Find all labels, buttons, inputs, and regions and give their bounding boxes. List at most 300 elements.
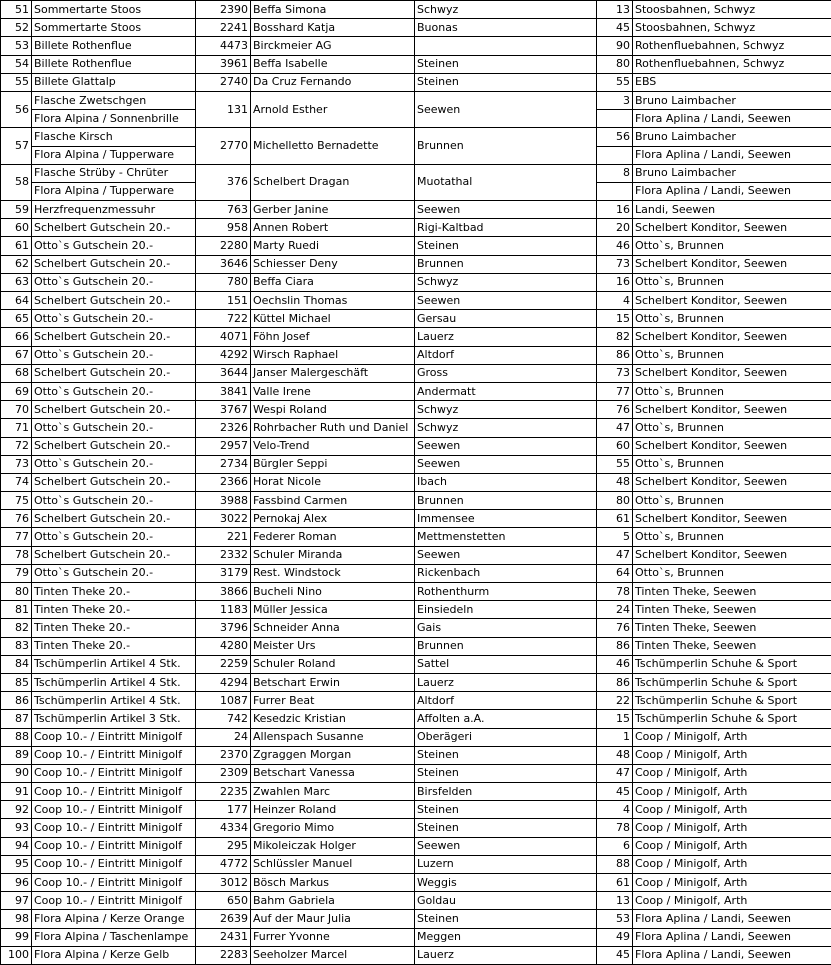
donor-quantity: 5 — [597, 528, 633, 546]
winner-name: Janser Malergeschäft — [251, 364, 415, 382]
donor-name: Schelbert Konditor, Seewen — [633, 255, 831, 273]
winner-place: Seewen — [415, 837, 597, 855]
table-row — [1, 601, 831, 619]
winner-place: Altdorf — [415, 346, 597, 364]
winner-place: Muotathal — [415, 164, 597, 200]
winner-place: Gross — [415, 364, 597, 382]
winner-place: Seewen — [415, 437, 597, 455]
donor-name: Tinten Theke, Seewen — [633, 583, 831, 601]
donor-name: Bruno Laimbacher — [633, 164, 831, 182]
row-number: 95 — [1, 855, 32, 873]
donor-name: Otto`s, Brunnen — [633, 528, 831, 546]
donor-quantity: 78 — [597, 819, 633, 837]
donor-quantity: 22 — [597, 692, 633, 710]
ticket-number: 3796 — [196, 619, 251, 637]
winner-name: Bürgler Seppi — [251, 455, 415, 473]
row-number: 100 — [1, 946, 32, 964]
winner-place: Affolten a.A. — [415, 710, 597, 728]
donor-quantity: 77 — [597, 382, 633, 400]
winner-name: Rohrbacher Ruth und Daniel — [251, 419, 415, 437]
table-row — [1, 637, 831, 655]
row-number: 52 — [1, 19, 32, 37]
row-number: 78 — [1, 546, 32, 564]
donor-name: Tinten Theke, Seewen — [633, 619, 831, 637]
donor-quantity: 47 — [597, 764, 633, 782]
row-number: 73 — [1, 455, 32, 473]
winner-name: Schelbert Dragan — [251, 164, 415, 200]
winner-name: Beffa Isabelle — [251, 55, 415, 73]
winner-place: Einsiedeln — [415, 601, 597, 619]
winner-name: Wirsch Raphael — [251, 346, 415, 364]
row-number: 87 — [1, 710, 32, 728]
donor-name: Otto`s, Brunnen — [633, 273, 831, 291]
prize-item: Coop 10.- / Eintritt Minigolf — [32, 855, 196, 873]
prize-item: Billete Glattalp — [32, 73, 196, 91]
ticket-number: 742 — [196, 710, 251, 728]
table-row — [1, 128, 831, 146]
table-row — [1, 764, 831, 782]
donor-quantity: 1 — [597, 728, 633, 746]
ticket-number: 2770 — [196, 128, 251, 164]
ticket-number: 2332 — [196, 546, 251, 564]
winner-place: Schwyz — [415, 419, 597, 437]
row-number: 56 — [1, 91, 32, 127]
table-row — [1, 310, 831, 328]
ticket-number: 4292 — [196, 346, 251, 364]
table-row — [1, 874, 831, 892]
winner-name: Federer Roman — [251, 528, 415, 546]
ticket-number: 2235 — [196, 783, 251, 801]
prize-item: Otto`s Gutschein 20.- — [32, 419, 196, 437]
prize-item: Schelbert Gutschein 20.- — [32, 473, 196, 491]
prize-item: Otto`s Gutschein 20.- — [32, 492, 196, 510]
winner-name: Gerber Janine — [251, 201, 415, 219]
prize-item: Sommertarte Stoos — [32, 19, 196, 37]
winner-name: Beffa Ciara — [251, 273, 415, 291]
winner-place: Gais — [415, 619, 597, 637]
table-row — [1, 746, 831, 764]
winner-name: Betschart Erwin — [251, 673, 415, 691]
donor-quantity: 60 — [597, 437, 633, 455]
table-row — [1, 273, 831, 291]
donor-quantity: 78 — [597, 583, 633, 601]
prize-item: Coop 10.- / Eintritt Minigolf — [32, 837, 196, 855]
prize-item: Coop 10.- / Eintritt Minigolf — [32, 783, 196, 801]
table-row — [1, 328, 831, 346]
prize-item: Flora Alpina / Tupperware — [32, 146, 196, 164]
table-row — [1, 455, 831, 473]
winner-name: Michelletto Bernadette — [251, 128, 415, 164]
ticket-number: 4280 — [196, 637, 251, 655]
row-number: 72 — [1, 437, 32, 455]
winner-place: Rickenbach — [415, 564, 597, 582]
prize-item: Otto`s Gutschein 20.- — [32, 382, 196, 400]
table-row — [1, 237, 831, 255]
donor-quantity: 45 — [597, 783, 633, 801]
ticket-number: 4071 — [196, 328, 251, 346]
winner-place: Goldau — [415, 892, 597, 910]
prize-item: Schelbert Gutschein 20.- — [32, 510, 196, 528]
winner-place: Meggen — [415, 928, 597, 946]
table-row — [1, 255, 831, 273]
donor-quantity: 55 — [597, 455, 633, 473]
winner-place: Rothenthurm — [415, 583, 597, 601]
donor-name: Otto`s, Brunnen — [633, 564, 831, 582]
row-number: 96 — [1, 874, 32, 892]
donor-quantity: 4 — [597, 801, 633, 819]
row-number: 54 — [1, 55, 32, 73]
winner-place: Schwyz — [415, 1, 597, 19]
winner-name: Da Cruz Fernando — [251, 73, 415, 91]
table-row — [1, 346, 831, 364]
prize-item: Coop 10.- / Eintritt Minigolf — [32, 801, 196, 819]
winner-place: Altdorf — [415, 692, 597, 710]
ticket-number: 24 — [196, 728, 251, 746]
donor-quantity: 90 — [597, 37, 633, 55]
donor-quantity: 86 — [597, 637, 633, 655]
table-row — [1, 655, 831, 673]
ticket-number: 2366 — [196, 473, 251, 491]
winner-place: Steinen — [415, 73, 597, 91]
donor-quantity: 45 — [597, 19, 633, 37]
winner-name: Wespi Roland — [251, 401, 415, 419]
ticket-number: 3179 — [196, 564, 251, 582]
winner-place: Immensee — [415, 510, 597, 528]
row-number: 80 — [1, 583, 32, 601]
winner-place: Seewen — [415, 91, 597, 127]
donor-name: Tinten Theke, Seewen — [633, 637, 831, 655]
donor-name: Otto`s, Brunnen — [633, 455, 831, 473]
table-row — [1, 401, 831, 419]
row-number: 85 — [1, 673, 32, 691]
donor-quantity: 6 — [597, 837, 633, 855]
donor-name: Flora Aplina / Landi, Seewen — [633, 110, 831, 128]
winner-place: Steinen — [415, 746, 597, 764]
donor-quantity: 13 — [597, 1, 633, 19]
donor-quantity — [597, 146, 633, 164]
prize-item: Coop 10.- / Eintritt Minigolf — [32, 746, 196, 764]
row-number: 67 — [1, 346, 32, 364]
winner-place: Seewen — [415, 201, 597, 219]
donor-quantity: 4 — [597, 292, 633, 310]
ticket-number: 2639 — [196, 910, 251, 928]
donor-name: Flora Aplina / Landi, Seewen — [633, 182, 831, 200]
donor-name: Flora Aplina / Landi, Seewen — [633, 146, 831, 164]
donor-name: Otto`s, Brunnen — [633, 310, 831, 328]
donor-quantity: 61 — [597, 874, 633, 892]
row-number: 53 — [1, 37, 32, 55]
row-number: 93 — [1, 819, 32, 837]
table-row — [1, 564, 831, 582]
table-row — [1, 164, 831, 182]
winner-name: Valle Irene — [251, 382, 415, 400]
winner-name: Furrer Beat — [251, 692, 415, 710]
row-number: 81 — [1, 601, 32, 619]
ticket-number: 763 — [196, 201, 251, 219]
donor-quantity: 55 — [597, 73, 633, 91]
ticket-number: 2740 — [196, 73, 251, 91]
row-number: 66 — [1, 328, 32, 346]
donor-quantity: 47 — [597, 419, 633, 437]
prize-item: Otto`s Gutschein 20.- — [32, 237, 196, 255]
donor-quantity: 86 — [597, 673, 633, 691]
winner-name: Oechslin Thomas — [251, 292, 415, 310]
winner-place: Andermatt — [415, 382, 597, 400]
donor-name: Coop / Minigolf, Arth — [633, 874, 831, 892]
donor-quantity: 80 — [597, 55, 633, 73]
row-number: 86 — [1, 692, 32, 710]
donor-name: Otto`s, Brunnen — [633, 382, 831, 400]
prize-item: Billete Rothenflue — [32, 37, 196, 55]
winner-place: Steinen — [415, 819, 597, 837]
donor-name: Coop / Minigolf, Arth — [633, 855, 831, 873]
table-row — [1, 583, 831, 601]
donor-quantity: 82 — [597, 328, 633, 346]
prize-item: Schelbert Gutschein 20.- — [32, 437, 196, 455]
donor-name: Schelbert Konditor, Seewen — [633, 292, 831, 310]
table-row — [1, 55, 831, 73]
prize-item: Flora Alpina / Kerze Orange — [32, 910, 196, 928]
ticket-number: 3988 — [196, 492, 251, 510]
donor-quantity: 64 — [597, 564, 633, 582]
winner-name: Allenspach Susanne — [251, 728, 415, 746]
donor-quantity: 86 — [597, 346, 633, 364]
row-number: 99 — [1, 928, 32, 946]
donor-name: Coop / Minigolf, Arth — [633, 801, 831, 819]
ticket-number: 2280 — [196, 237, 251, 255]
winner-name: Zgraggen Morgan — [251, 746, 415, 764]
ticket-number: 376 — [196, 164, 251, 200]
donor-name: Tinten Theke, Seewen — [633, 601, 831, 619]
donor-quantity: 16 — [597, 201, 633, 219]
donor-quantity: 53 — [597, 910, 633, 928]
winner-place: Lauerz — [415, 328, 597, 346]
ticket-number: 151 — [196, 292, 251, 310]
prize-item: Tschümperlin Artikel 3 Stk. — [32, 710, 196, 728]
donor-quantity: 15 — [597, 310, 633, 328]
winner-place: Ibach — [415, 473, 597, 491]
row-number: 79 — [1, 564, 32, 582]
winner-place: Brunnen — [415, 492, 597, 510]
table-row — [1, 292, 831, 310]
prize-item: Tinten Theke 20.- — [32, 601, 196, 619]
row-number: 63 — [1, 273, 32, 291]
donor-name: Landi, Seewen — [633, 201, 831, 219]
winner-name: Schlüssler Manuel — [251, 855, 415, 873]
winner-name: Horat Nicole — [251, 473, 415, 491]
prize-item: Tschümperlin Artikel 4 Stk. — [32, 655, 196, 673]
winner-name: Auf der Maur Julia — [251, 910, 415, 928]
winner-name: Arnold Esther — [251, 91, 415, 127]
row-number: 74 — [1, 473, 32, 491]
winner-place: Buonas — [415, 19, 597, 37]
row-number: 82 — [1, 619, 32, 637]
donor-name: Schelbert Konditor, Seewen — [633, 510, 831, 528]
row-number: 69 — [1, 382, 32, 400]
donor-quantity: 61 — [597, 510, 633, 528]
ticket-number: 2370 — [196, 746, 251, 764]
donor-name: Otto`s, Brunnen — [633, 419, 831, 437]
row-number: 55 — [1, 73, 32, 91]
prize-item: Flora Alpina / Tupperware — [32, 182, 196, 200]
row-number: 57 — [1, 128, 32, 164]
donor-quantity: 48 — [597, 746, 633, 764]
donor-name: Rothenfluebahnen, Schwyz — [633, 55, 831, 73]
prize-item: Schelbert Gutschein 20.- — [32, 364, 196, 382]
table-row — [1, 946, 831, 964]
row-number: 61 — [1, 237, 32, 255]
winner-name: Velo-Trend — [251, 437, 415, 455]
row-number: 59 — [1, 201, 32, 219]
ticket-number: 2390 — [196, 1, 251, 19]
prize-item: Otto`s Gutschein 20.- — [32, 346, 196, 364]
table-row — [1, 710, 831, 728]
winner-place: Oberägeri — [415, 728, 597, 746]
prize-item: Flasche Kirsch — [32, 128, 196, 146]
winner-place: Sattel — [415, 655, 597, 673]
winner-place: Rigi-Kaltbad — [415, 219, 597, 237]
ticket-number: 2734 — [196, 455, 251, 473]
donor-quantity — [597, 110, 633, 128]
donor-name: Rothenfluebahnen, Schwyz — [633, 37, 831, 55]
winner-name: Meister Urs — [251, 637, 415, 655]
prize-item: Flasche Strüby - Chrüter — [32, 164, 196, 182]
table-row — [1, 801, 831, 819]
prize-item: Otto`s Gutschein 20.- — [32, 528, 196, 546]
donor-quantity: 56 — [597, 128, 633, 146]
row-number: 76 — [1, 510, 32, 528]
ticket-number: 650 — [196, 892, 251, 910]
table-row — [1, 819, 831, 837]
ticket-number: 3646 — [196, 255, 251, 273]
row-number: 98 — [1, 910, 32, 928]
donor-name: Schelbert Konditor, Seewen — [633, 546, 831, 564]
donor-name: Flora Aplina / Landi, Seewen — [633, 946, 831, 964]
donor-quantity: 47 — [597, 546, 633, 564]
table-row — [1, 619, 831, 637]
ticket-number: 958 — [196, 219, 251, 237]
prize-item: Flora Alpina / Sonnenbrille — [32, 110, 196, 128]
winner-name: Schuler Roland — [251, 655, 415, 673]
donor-name: Schelbert Konditor, Seewen — [633, 328, 831, 346]
ticket-number: 2326 — [196, 419, 251, 437]
winner-place: Seewen — [415, 292, 597, 310]
donor-name: Coop / Minigolf, Arth — [633, 819, 831, 837]
donor-quantity: 46 — [597, 655, 633, 673]
row-number: 64 — [1, 292, 32, 310]
donor-quantity: 46 — [597, 237, 633, 255]
row-number: 51 — [1, 1, 32, 19]
ticket-number: 295 — [196, 837, 251, 855]
prize-item: Coop 10.- / Eintritt Minigolf — [32, 764, 196, 782]
donor-name: Otto`s, Brunnen — [633, 237, 831, 255]
winner-place: Steinen — [415, 764, 597, 782]
table-row — [1, 837, 831, 855]
winner-place: Gersau — [415, 310, 597, 328]
donor-quantity: 73 — [597, 255, 633, 273]
donor-name: Schelbert Konditor, Seewen — [633, 364, 831, 382]
prize-item: Schelbert Gutschein 20.- — [32, 292, 196, 310]
winner-place: Lauerz — [415, 673, 597, 691]
winner-name: Birckmeier AG — [251, 37, 415, 55]
donor-quantity: 16 — [597, 273, 633, 291]
ticket-number: 4334 — [196, 819, 251, 837]
table-row — [1, 419, 831, 437]
donor-name: Coop / Minigolf, Arth — [633, 728, 831, 746]
table-row — [1, 783, 831, 801]
winner-name: Müller Jessica — [251, 601, 415, 619]
ticket-number: 2259 — [196, 655, 251, 673]
row-number: 70 — [1, 401, 32, 419]
winner-name: Furrer Yvonne — [251, 928, 415, 946]
donor-name: Schelbert Konditor, Seewen — [633, 437, 831, 455]
donor-name: EBS — [633, 73, 831, 91]
ticket-number: 3961 — [196, 55, 251, 73]
donor-quantity — [597, 182, 633, 200]
prize-item: Otto`s Gutschein 20.- — [32, 310, 196, 328]
row-number: 97 — [1, 892, 32, 910]
donor-name: Tschümperlin Schuhe & Sport — [633, 710, 831, 728]
winner-place: Mettmenstetten — [415, 528, 597, 546]
winner-name: Bösch Markus — [251, 874, 415, 892]
winner-name: Schneider Anna — [251, 619, 415, 637]
prize-item: Schelbert Gutschein 20.- — [32, 328, 196, 346]
prize-item: Coop 10.- / Eintritt Minigolf — [32, 819, 196, 837]
prize-item: Tschümperlin Artikel 4 Stk. — [32, 692, 196, 710]
prize-item: Coop 10.- / Eintritt Minigolf — [32, 874, 196, 892]
row-number: 75 — [1, 492, 32, 510]
table-row — [1, 19, 831, 37]
donor-quantity: 15 — [597, 710, 633, 728]
donor-name: Coop / Minigolf, Arth — [633, 746, 831, 764]
ticket-number: 722 — [196, 310, 251, 328]
donor-name: Coop / Minigolf, Arth — [633, 764, 831, 782]
prize-table-body — [1, 1, 831, 965]
donor-quantity: 48 — [597, 473, 633, 491]
prize-item: Otto`s Gutschein 20.- — [32, 564, 196, 582]
ticket-number: 3866 — [196, 583, 251, 601]
prize-item: Schelbert Gutschein 20.- — [32, 401, 196, 419]
winner-place: Steinen — [415, 237, 597, 255]
row-number: 89 — [1, 746, 32, 764]
ticket-number: 2431 — [196, 928, 251, 946]
ticket-number: 1183 — [196, 601, 251, 619]
prize-item: Flora Alpina / Kerze Gelb — [32, 946, 196, 964]
winner-name: Mikoleiczak Holger — [251, 837, 415, 855]
ticket-number: 3012 — [196, 874, 251, 892]
table-row — [1, 892, 831, 910]
donor-name: Flora Aplina / Landi, Seewen — [633, 910, 831, 928]
row-number: 88 — [1, 728, 32, 746]
table-row — [1, 1, 831, 19]
donor-quantity: 76 — [597, 619, 633, 637]
winner-place: Schwyz — [415, 401, 597, 419]
row-number: 91 — [1, 783, 32, 801]
winner-name: Gregorio Mimo — [251, 819, 415, 837]
table-row — [1, 492, 831, 510]
prize-item: Flora Alpina / Taschenlampe — [32, 928, 196, 946]
table-row — [1, 510, 831, 528]
prize-item: Otto`s Gutschein 20.- — [32, 455, 196, 473]
prize-item: Herzfrequenzmessuhr — [32, 201, 196, 219]
donor-name: Bruno Laimbacher — [633, 128, 831, 146]
donor-name: Bruno Laimbacher — [633, 91, 831, 109]
ticket-number: 3644 — [196, 364, 251, 382]
table-row — [1, 201, 831, 219]
prize-item: Billete Rothenflue — [32, 55, 196, 73]
winner-name: Beffa Simona — [251, 1, 415, 19]
winner-place: Brunnen — [415, 255, 597, 273]
